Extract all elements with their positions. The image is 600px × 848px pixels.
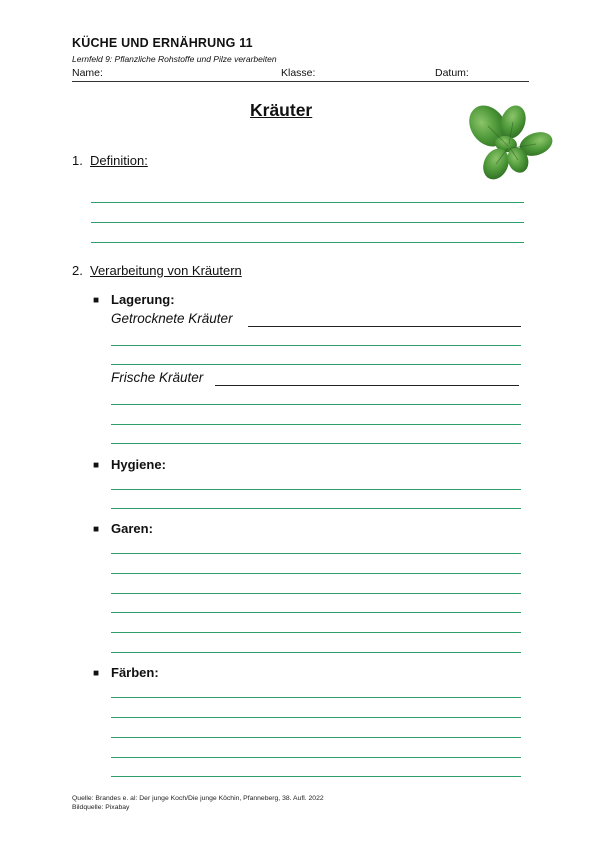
source-note: Quelle: Brandes e. al: Der junge Koch/Die junge Köchin, Pfanneberg, 38. Aufl. 2022 [72, 795, 324, 802]
answer-line [111, 508, 521, 509]
storage-heading: Lagerung: [111, 292, 175, 307]
answer-line [111, 553, 521, 554]
answer-line [91, 202, 524, 203]
answer-line [91, 242, 524, 243]
bullet-square-icon: ■ [93, 295, 100, 306]
learning-field-subtitle: Lernfeld 9: Pflanzliche Rohstoffe und Pilze verarbeiten [72, 54, 277, 64]
section-label: Definition: [90, 153, 148, 168]
answer-line [111, 345, 521, 346]
answer-line [111, 697, 521, 698]
basil-leaves-image [466, 98, 556, 184]
answer-line [111, 717, 521, 718]
answer-line [111, 443, 521, 444]
answer-line [111, 404, 521, 405]
cooking-heading: Garen: [111, 521, 153, 536]
answer-line [111, 612, 521, 613]
name-label: Name: [72, 67, 103, 79]
fresh-herbs-label: Frische Kräuter [111, 370, 204, 385]
dried-herbs-label: Getrocknete Kräuter [111, 311, 233, 326]
answer-line [111, 776, 521, 777]
answer-line [91, 222, 524, 223]
class-label: Klasse: [281, 67, 316, 79]
answer-line [111, 632, 521, 633]
image-source-note: Bildquelle: Pixabay [72, 804, 130, 811]
bullet-square-icon: ■ [93, 524, 100, 535]
bullet-square-icon: ■ [93, 668, 100, 679]
answer-line [111, 652, 521, 653]
section-label: Verarbeitung von Kräutern [90, 263, 242, 278]
date-label: Datum: [435, 67, 469, 79]
answer-line [111, 489, 521, 490]
answer-line [111, 593, 521, 594]
bullet-square-icon: ■ [93, 460, 100, 471]
student-info-row [72, 66, 529, 82]
coloring-heading: Färben: [111, 665, 159, 680]
course-title: KÜCHE UND ERNÄHRUNG 11 [72, 36, 253, 50]
section-number: 1. [72, 153, 83, 168]
answer-line [111, 757, 521, 758]
section-number: 2. [72, 263, 83, 278]
answer-line [248, 326, 521, 327]
answer-line [111, 364, 521, 365]
answer-line [111, 424, 521, 425]
page-title: Kräuter [250, 100, 313, 120]
answer-line [111, 573, 521, 574]
answer-line [111, 737, 521, 738]
answer-line [215, 385, 519, 386]
hygiene-heading: Hygiene: [111, 457, 166, 472]
